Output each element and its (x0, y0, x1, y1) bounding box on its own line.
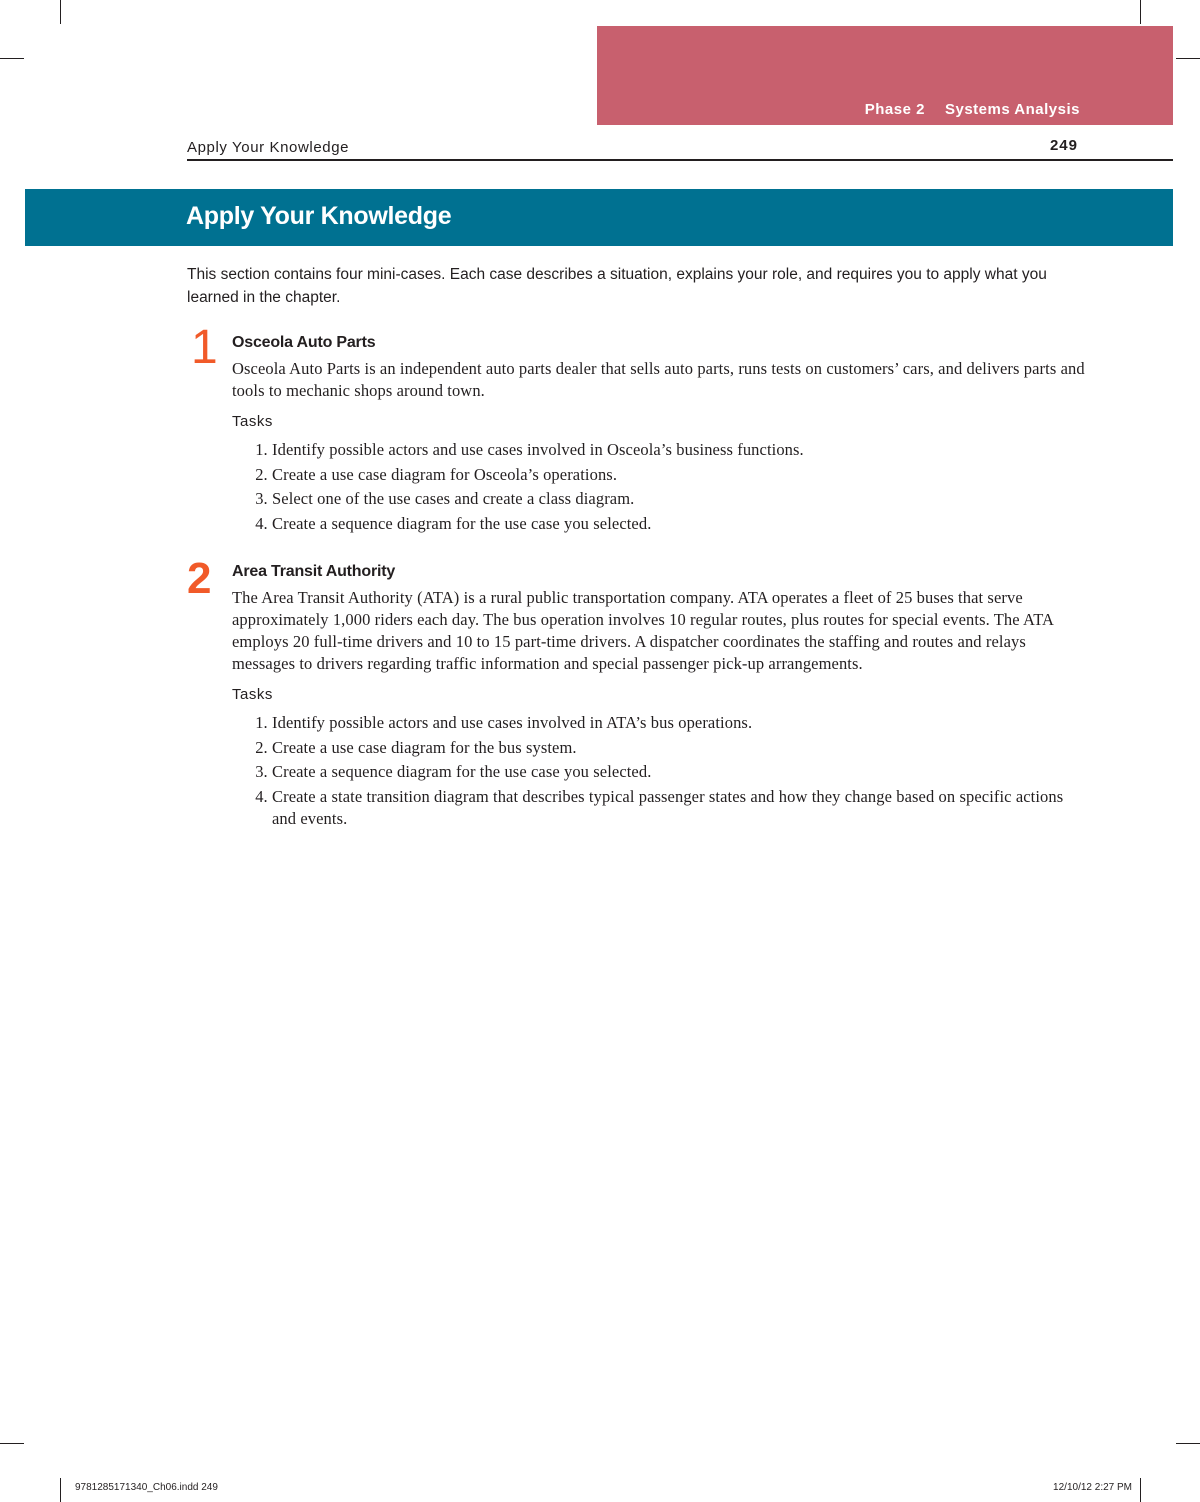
task-list (232, 712, 1087, 830)
crop-mark-left-top (0, 58, 24, 59)
task-item: 1. Identify possible actors and use cases involved in ATA’s bus operations. (272, 712, 1087, 734)
task-item: 3. Select one of the use cases and create a class diagram. (272, 488, 1087, 510)
crop-mark-bottom-right (1140, 1478, 1141, 1502)
task-item: 4. Create a state transition diagram that describes typical passenger states and how they change based on specific actions and events. (272, 786, 1087, 830)
crop-mark-top-right (1140, 0, 1141, 24)
page-number: 249 (1049, 137, 1078, 154)
case-number: 1 (191, 321, 218, 374)
section-title: Apply Your Knowledge (186, 202, 452, 230)
task-item: 3. Create a sequence diagram for the use case you selected. (272, 761, 1087, 783)
running-head: Apply Your Knowledge (187, 139, 350, 156)
crop-mark-right-bottom (1176, 1443, 1200, 1444)
phase-title: Systems Analysis (944, 101, 1080, 118)
case-description: The Area Transit Authority (ATA) is a rural public transportation company. ATA operates a fleet of 25 buses that serve approximately 1,000 riders each day. The bus operation involves 10 regular routes, plus routes for special events. The ATA employs 20 full-time drivers and 10 to 15 part-time drivers. A dispatcher coordinates the staffing and routes and relays messages to drivers regarding traffic information and special passenger pick-up arrangements. (232, 588, 1054, 673)
task-item: 4. Create a sequence diagram for the use case you selected. (272, 513, 1087, 535)
tasks-label: Tasks (232, 686, 273, 703)
section-banner (25, 189, 1173, 246)
case-body (232, 561, 1087, 832)
tasks-label: Tasks (232, 413, 273, 430)
task-item: 2. Create a use case diagram for the bus system. (272, 737, 1087, 759)
phase-label (865, 101, 1080, 118)
print-timestamp: 12/10/12 2:27 PM (1053, 1482, 1132, 1493)
crop-mark-left-bottom (0, 1443, 24, 1444)
case-body (232, 332, 1087, 537)
case-number: 2 (187, 554, 212, 603)
crop-mark-bottom-left (60, 1478, 61, 1502)
task-list (232, 439, 1087, 535)
task-item: 1. Identify possible actors and use cases involved in Osceola’s business functions. (272, 439, 1087, 461)
phase-number: Phase 2 (864, 101, 925, 118)
case-description: Osceola Auto Parts is an independent auto parts dealer that sells auto parts, runs tests on customers’ cars, and delivers parts and tools to mechanic shops around town. (232, 359, 1085, 400)
case-title: Area Transit Authority (232, 563, 396, 580)
crop-mark-right-top (1176, 58, 1200, 59)
task-item: 2. Create a use case diagram for Osceola’s operations. (272, 464, 1087, 486)
header-rule (187, 159, 1173, 161)
file-slug: 9781285171340_Ch06.indd 249 (75, 1482, 218, 1493)
case-title: Osceola Auto Parts (232, 334, 376, 351)
intro-paragraph: This section contains four mini-cases. Each case describes a situation, explains your role, and requires you to apply what you learned in the chapter. (187, 266, 1047, 306)
crop-mark-top-left (60, 0, 61, 24)
